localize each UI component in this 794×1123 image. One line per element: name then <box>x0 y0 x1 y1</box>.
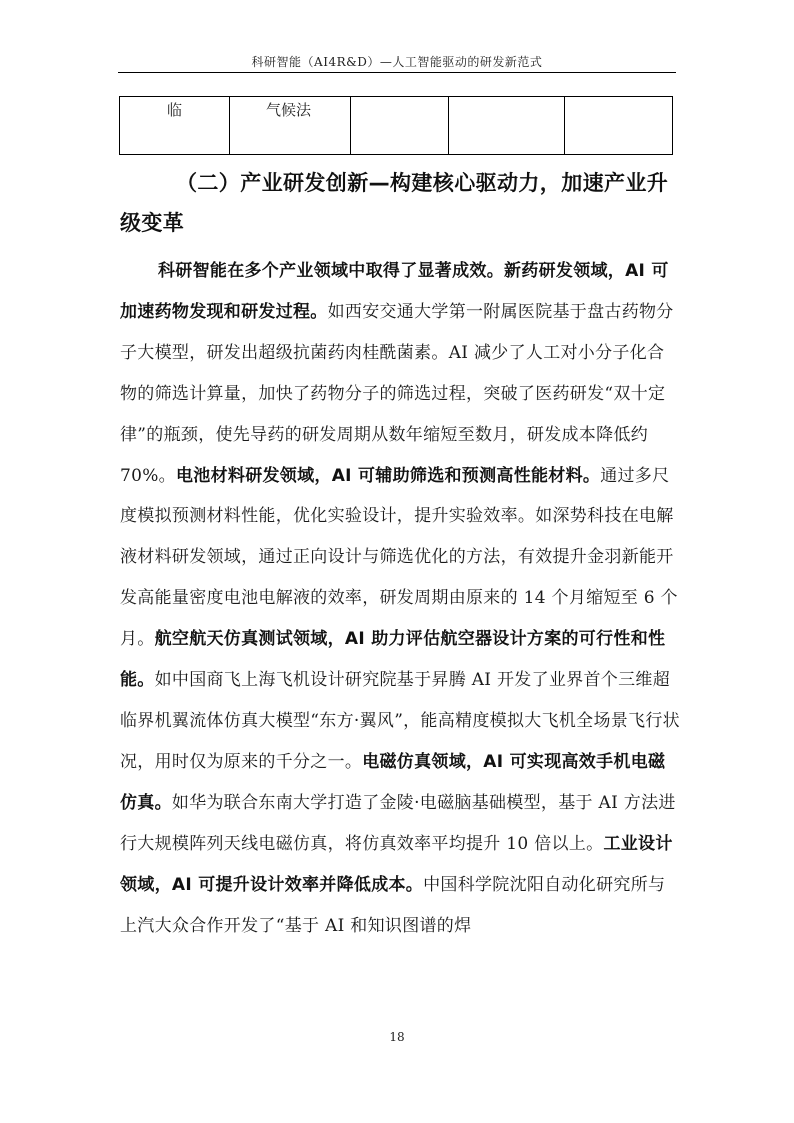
continued-table <box>119 96 673 155</box>
table-cell <box>565 97 673 155</box>
section-heading: （二）产业研发创新—构建核心驱动力，加速产业升级变革 <box>120 171 669 235</box>
body-paragraph <box>120 251 680 946</box>
body-text: 如西安交通大学第一附属医院基于盘古药物分子大模型，研发出超级抗菌药肉桂酰菌素。AI 减少了人工对小分子化合物的筛选计算量，加快了药物分子的筛选过程，突破了医药研发“双十定律”的瓶颈，使先导药的研发周期从数年缩短至数月，研发成本降低约 70%。 <box>120 301 674 486</box>
table-row <box>120 97 673 155</box>
bold-lead: 工业设计领域，AI 可提升设计效率并降低成本。 <box>120 833 673 895</box>
body-text: 通过多尺度模拟预测材料性能，优化实验设计，提升实验效率。如深势科技在电解液材料研发领域，通过正向设计与筛选优化的方法，有效提升金羽新能开发高能量密度电池电解液的效率，研发周期由原来的 14 个月缩短至 6 个月。 <box>120 465 678 650</box>
header-divider <box>118 72 676 73</box>
table-cell <box>351 97 449 155</box>
bold-lead: 航空航天仿真测试领域，AI 助力评估航空器设计方案的可行性和性能。 <box>120 629 666 691</box>
table-cell <box>449 97 565 155</box>
body-text: 如华为联合东南大学打造了金陵·电磁脑基础模型，基于 AI 方法进行大规模阵列天线电磁仿真，将仿真效率平均提升 10 倍以上。 <box>120 792 676 854</box>
bold-lead: 电磁仿真领域，AI 可实现高效手机电磁仿真。 <box>120 751 666 813</box>
table-cell: 临 <box>120 97 230 155</box>
body-text: 中国科学院沈阳自动化研究所与上汽大众合作开发了“基于 AI 和知识图谱的焊 <box>120 874 666 936</box>
bold-lead: 电池材料研发领域，AI 可辅助筛选和预测高性能材料。 <box>176 465 601 486</box>
bold-lead: 科研智能在多个产业领域中取得了显著成效。新药研发领域，AI 可加速药物发现和研发过程。 <box>120 261 669 322</box>
table-cell: 气候法 <box>230 97 351 155</box>
running-header: 科研智能（AI4R&D）—人工智能驱动的研发新范式 <box>251 55 543 69</box>
body-text: 如中国商飞上海飞机设计研究院基于昇腾 AI 开发了业界首个三维超临界机翼流体仿真大模型“东方·翼风”，能高精度模拟大飞机全场景飞行状况，用时仅为原来的千分之一。 <box>120 670 680 772</box>
page-number: 18 <box>389 1030 405 1044</box>
